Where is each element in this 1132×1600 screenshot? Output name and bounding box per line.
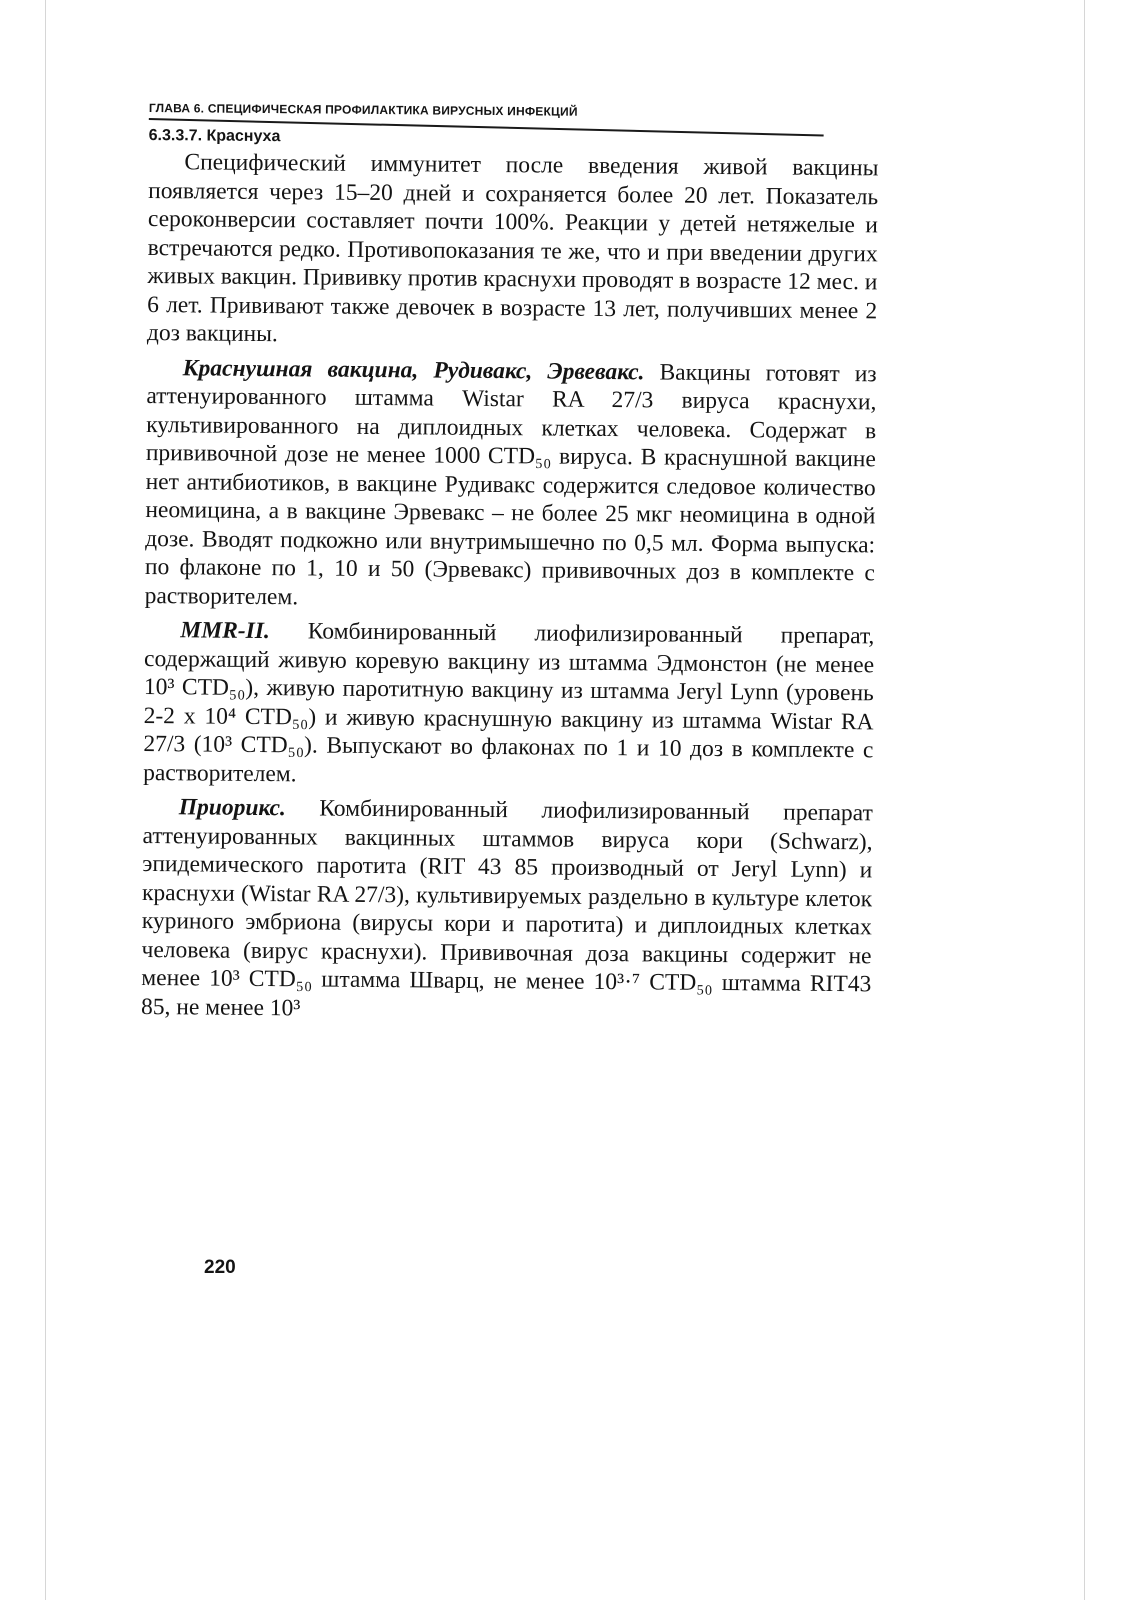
paragraph-priorix [141,793,873,1027]
paragraph-text: Специфический иммунитет после введения живой вакцины появляется через 15–20 дней и сохраняется более 20 лет. Показатель сероконверсии составляет почти 100%. Реакции у детей нетяжелые и встречаются редко. Противопоказания те же, что и при введении других живых вакцин. Прививку против краснухи проводят в возрасте 12 мес. и 6 лет. Прививают также девочек в возрасте 13 лет, получивших менее 2 доз вакцины. [146,149,879,348]
paragraph-lead: Краснушная вакцина, Рудивакс, Эрвевакс. [182,354,645,385]
page-content [141,100,879,1033]
section-title: 6.3.3.7. Краснуха [148,126,281,146]
paragraph-immunity [147,148,879,354]
paragraph-mmr-ii [143,616,874,793]
page-number: 220 [204,1257,236,1278]
paragraph-text: Вакцины готовят из аттенуированного штамма Wistar RA 27/3 вируса краснухи, культивированного на диплоидных клетках человека. Содержат в прививочной дозе не менее 1000 CTD₅₀ вируса. В краснушной вакцине нет антибиотиков, в вакцине Рудивакс содержится следовое количество неомицина, а в вакцине Эрвевакс – не более 25 мкг неомицина в одной дозе. Вводят подкожно или внутримышечно по 0,5 мл. Форма выпуска: по флаконе по 1, 10 и 50 (Эрвевакс) прививочных доз в комплекте с растворителем. [144,358,877,610]
paragraph-rubella-vaccine [145,353,877,616]
paragraph-lead: MMR-II. [180,617,270,645]
paragraph-text: Комбинированный лиофилизированный препарат аттенуированных вакцинных штаммов вируса кори (Schwarz), эпидемического паротита (RIT 43 85 производный от Jeryl Lynn) и краснухи (Wistar RA 27/3), культивируемых раздельно в культуре клеток куриного эмбриона (вирусы кори и паротита) и диплоидных клетках человека (вирус краснухи). Прививочная доза вакцины содержит не менее 10³ CTD₅₀ штамма Шварц, не менее 10³·⁷ CTD₅₀ штамма RIT43 85, не менее 10³ [140,795,873,1021]
running-head: ГЛАВА 6. СПЕЦИФИЧЕСКАЯ ПРОФИЛАКТИКА ВИРУСНЫХ ИНФЕКЦИЙ [148,100,578,119]
scanned-page [45,0,1085,1600]
paragraph-lead: Приорикс. [178,794,286,822]
paragraph-text: Комбинированный лиофилизированный препарат, содержащий живую коревую вакцину из штамма Эдмонстон (не менее 10³ CTD₅₀), живую паротитную вакцину из штамма Jeryl Lynn (уровень 2-2 x 10⁴ CTD₅₀) и живую краснушную вакцину из штамма Wistar RA 27/3 (10³ CTD₅₀). Выпускают во флаконах по 1 и 10 доз в комплекте с растворителем. [143,618,875,787]
